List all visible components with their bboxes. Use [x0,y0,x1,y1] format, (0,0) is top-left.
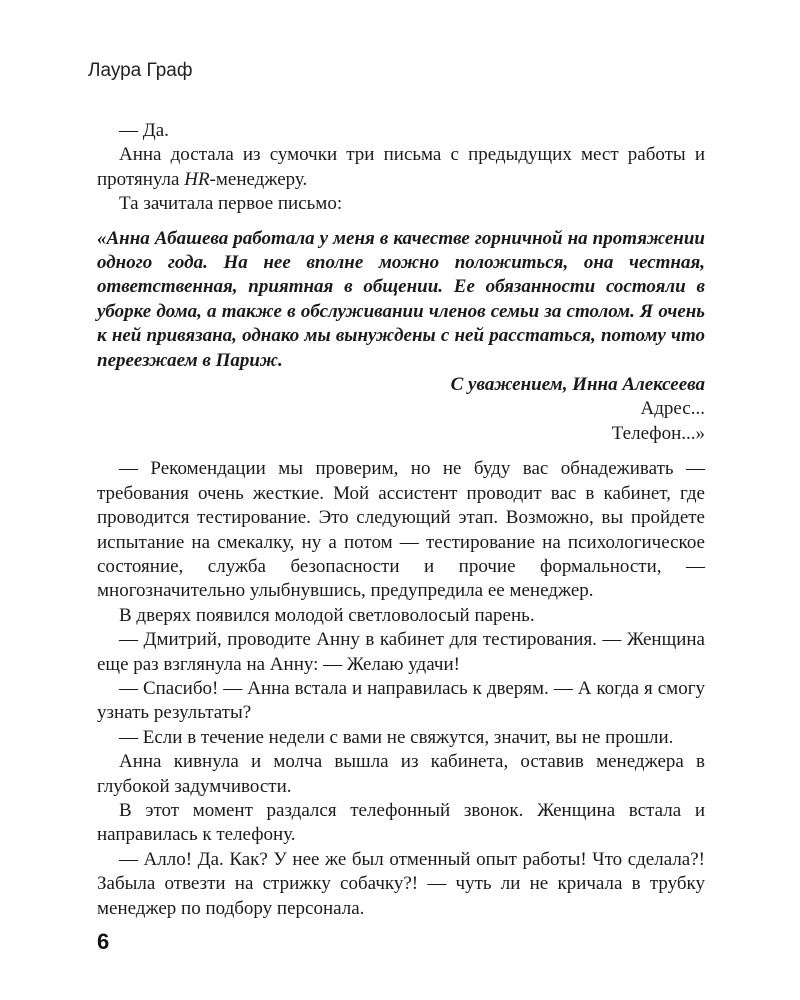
running-head-author: Лаура Граф [88,60,193,81]
paragraph: В этот момент раздался телефонный звонок. Женщина встала и направилась к телефону. [97,799,705,846]
paragraph: — Алло! Да. Как? У нее же был отменный опыт работы! Что сделала?! Забыла отвезти на стрижку собачку?! — чуть ли не кричала в трубку менеджер по подбору персонала. [97,848,705,919]
paragraph-text: Анна достала из сумочки три письма с предыдущих мест работы и протянула [97,144,705,190]
paragraph [97,143,705,192]
paragraph: — Да. [119,120,169,141]
paragraph: Анна кивнула и молча вышла из кабинета, оставив менеджера в глубокой задумчивости. [97,751,705,797]
hr-abbreviation: HR [184,168,210,190]
letter-body: «Анна Абашева работала у меня в качестве горничной на протяжении одного года. На нее вполне можно положиться, она честная, ответственная, приятная в общении. Ее обязанности состояли в уборке дома, а также в обслуживании членов семьи за столом. Я очень к ней привязана, однако мы вынуждены с ней расстаться, потому что переезжаем в Париж. [97,227,705,371]
letter-signature: С уважением, Инна Алексеева [450,374,705,396]
paragraph: Та зачитала первое письмо: [119,193,343,215]
paragraph-text-suffix: -менеджеру. [209,168,308,190]
paragraph: — Дмитрий, проводите Анну в кабинет для тестирования. — Женщина еще раз взглянула на Анну: — Желаю удачи! [97,629,705,675]
page-number: 6 [97,929,110,954]
body-text [97,119,705,921]
paragraph: В дверях появился молодой светловолосый парень. [119,604,535,626]
paragraph: — Если в течение недели с вами не свяжутся, значит, вы не прошли. [119,726,674,748]
paragraph: — Рекомендации мы проверим, но не буду вас обнадеживать — требования очень жесткие. Мой ассистент проводит вас в кабинет, где проводится тестирование. Это следующий этап. Возможно, вы пройдете испытание на смекалку, ну а потом — тестирование на психологическое состояние, служба безопасности и прочие формальности, — многозначительно улыбнувшись, предупредила ее менеджер. [97,458,705,602]
letter-address: Адрес... [640,398,705,420]
letter-phone: Телефон...» [611,422,705,444]
paragraph: — Спасибо! — Анна встала и направилась к дверям. — А когда я смогу узнать результаты? [97,677,705,724]
